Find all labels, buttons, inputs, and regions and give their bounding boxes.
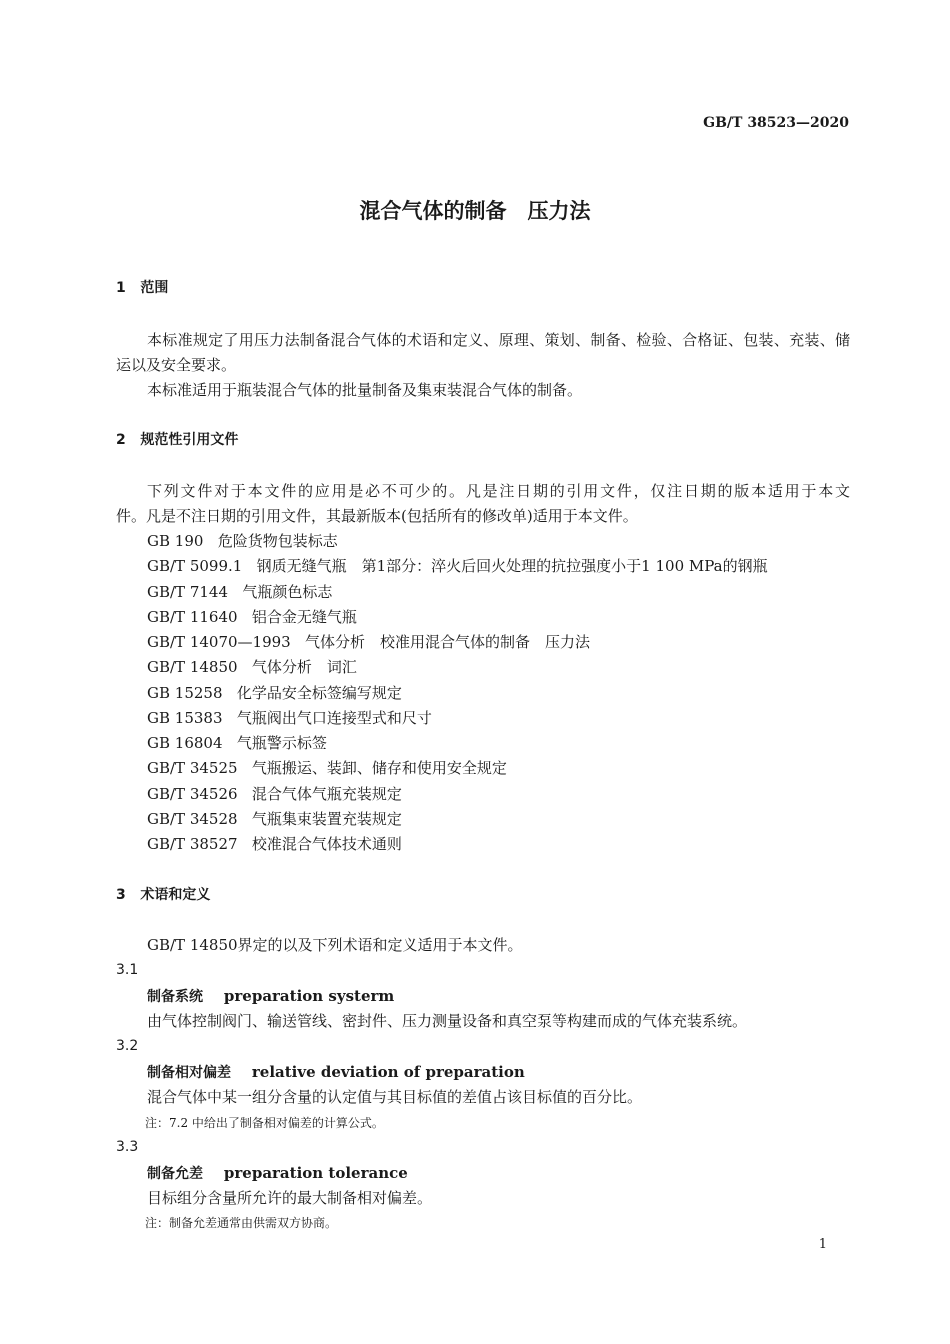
term-number: 3.3 — [116, 1139, 139, 1155]
term-definition: 混合气体中某一组分含量的认定值与其目标值的差值占该目标值的百分比。 — [147, 1088, 643, 1106]
term-heading — [147, 1063, 525, 1082]
reference-code: GB/T 34528 — [147, 809, 238, 828]
reference-title: 校准混合气体技术通则 — [251, 835, 402, 853]
term-number: 3.2 — [116, 1038, 139, 1054]
term-number: 3.1 — [116, 962, 139, 978]
reference-title: 气瓶阀出气口连接型式和尺寸 — [236, 708, 432, 727]
paragraph-line: 运以及安全要求。 — [116, 356, 237, 374]
normative-reference — [147, 759, 507, 777]
reference-title: 气瓶颜色标志 — [242, 582, 333, 601]
document-title: 混合气体的制备 压力法 — [359, 199, 591, 223]
reference-code: GB/T 7144 — [147, 582, 229, 601]
section-title: 规范性引用文件 — [140, 432, 239, 448]
reference-code: GB/T 5099.1 — [147, 557, 243, 576]
term-en: relative deviation of preparation — [251, 1063, 525, 1081]
reference-title: 气瓶警示标签 — [236, 734, 327, 752]
reference-title: 危险货物包装标志 — [217, 532, 338, 550]
section-3-heading — [116, 886, 210, 904]
reference-title: 气体分析 校准用混合气体的制备 压力法 — [305, 633, 591, 651]
reference-code: GB/T 34526 — [147, 784, 238, 803]
normative-reference — [147, 734, 327, 752]
reference-title: 钢质无缝气瓶 第1部分：淬火后回火处理的抗拉强度小于1 100 MPa的钢瓶 — [256, 557, 768, 576]
section-title: 范围 — [140, 280, 169, 296]
standard-number: GB/T 38523—2020 — [703, 115, 849, 131]
reference-code: GB/T 11640 — [147, 607, 238, 626]
term-en: preparation tolerance — [223, 1164, 408, 1182]
reference-title: 气瓶集束装置充装规定 — [251, 809, 402, 828]
term-en: preparation systerm — [223, 987, 395, 1005]
term-zh: 制备系统 — [147, 989, 203, 1005]
normative-reference — [147, 684, 402, 702]
term-note: 注：制备允差通常由供需双方协商。 — [145, 1216, 338, 1230]
reference-title: 气体分析 词汇 — [251, 658, 357, 677]
section-number: 2 — [116, 432, 126, 448]
reference-code: GB/T 14850 — [147, 658, 238, 677]
normative-reference — [147, 709, 432, 727]
term-zh: 制备相对偏差 — [147, 1065, 231, 1081]
normative-reference — [147, 583, 332, 601]
normative-reference — [147, 658, 357, 676]
normative-reference — [147, 785, 402, 803]
paragraph-line: 本标准规定了用压力法制备混合气体的术语和定义、原理、策划、制备、检验、合格证、包装、充装、储 — [147, 331, 850, 349]
paragraph: 本标准适用于瓶装混合气体的批量制备及集束装混合气体的制备。 — [147, 381, 583, 399]
section-number: 1 — [116, 280, 126, 296]
reference-code: GB 15258 — [147, 683, 223, 702]
normative-reference — [147, 835, 402, 853]
term-heading — [147, 1164, 408, 1183]
paragraph: GB/T 14850界定的以及下列术语和定义适用于本文件。 — [147, 936, 523, 954]
reference-code: GB 15383 — [147, 708, 223, 727]
normative-reference — [147, 810, 402, 828]
section-1-heading — [116, 279, 168, 297]
paragraph-line: 下列文件对于本文件的应用是必不可少的。凡是注日期的引用文件，仅注日期的版本适用于本文 — [147, 482, 850, 500]
reference-title: 铝合金无缝气瓶 — [251, 607, 357, 626]
reference-title: 化学品安全标签编写规定 — [236, 683, 402, 702]
section-title: 术语和定义 — [140, 887, 211, 903]
normative-reference — [147, 532, 338, 550]
reference-code: GB 190 — [147, 532, 204, 550]
normative-reference — [147, 633, 590, 651]
reference-title: 气瓶搬运、装卸、储存和使用安全规定 — [251, 759, 507, 778]
paragraph-line: 件。凡是不注日期的引用文件，其最新版本(包括所有的修改单)适用于本文件。 — [116, 507, 638, 525]
term-note: 注：7.2 中给出了制备相对偏差的计算公式。 — [145, 1116, 384, 1130]
reference-title: 混合气体气瓶充装规定 — [251, 784, 402, 803]
reference-code: GB/T 34525 — [147, 759, 238, 778]
normative-reference — [147, 608, 357, 626]
section-2-heading — [116, 431, 238, 449]
term-definition: 由气体控制阀门、输送管线、密封件、压力测量设备和真空泵等构建而成的气体充装系统。 — [147, 1012, 748, 1030]
normative-reference — [147, 557, 768, 575]
page-number: 1 — [818, 1237, 827, 1252]
reference-code: GB/T 14070—1993 — [147, 633, 291, 651]
section-number: 3 — [116, 887, 126, 903]
reference-code: GB/T 38527 — [147, 835, 238, 853]
reference-code: GB 16804 — [147, 734, 223, 752]
term-zh: 制备允差 — [147, 1166, 203, 1182]
term-heading — [147, 987, 394, 1006]
term-definition: 目标组分含量所允许的最大制备相对偏差。 — [147, 1189, 433, 1207]
